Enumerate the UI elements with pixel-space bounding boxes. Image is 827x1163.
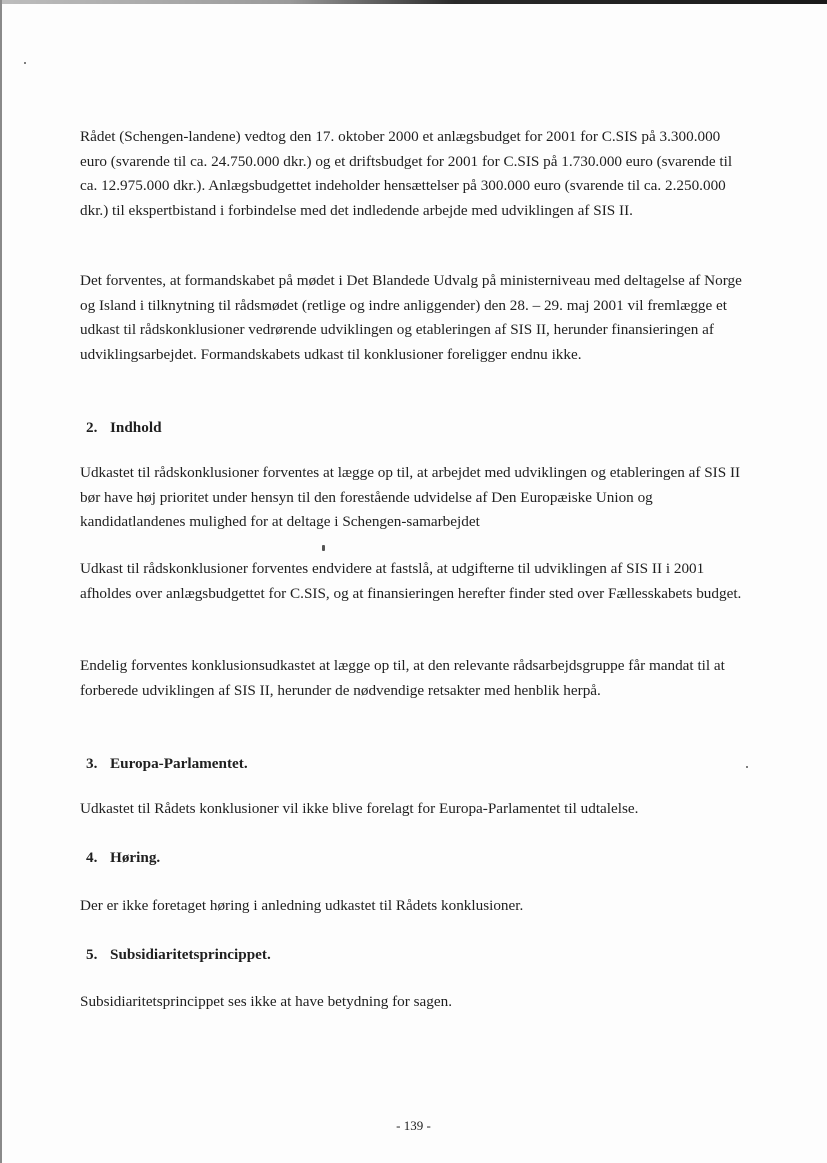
page-number: - 139 - — [396, 1118, 431, 1133]
heading-number: 2. — [86, 419, 98, 436]
paragraph-udgifter — [80, 557, 750, 606]
paragraph-text: Endelig forventes konklusionsudkastet at lægge op til, at den relevante rådsarbejdsgruppe får mandat til at forberede udviklingen af SIS II, herunder de nødvendige retsakter med henblik herpå. — [80, 657, 725, 699]
scan-speck — [322, 545, 325, 551]
heading-title: Indhold — [110, 419, 162, 436]
heading-title: Høring. — [110, 849, 161, 866]
scan-edge-left — [0, 0, 2, 1163]
paragraph-text: Udkast til rådskonklusioner forventes endvidere at fastslå, at udgifterne til udviklingen af SIS II i 2001 afholdes over anlægsbudgettet for C.SIS, og at finansieringen herefter finder sted over Fællesskabets budget. — [80, 560, 742, 602]
paragraph-mandat — [80, 654, 750, 703]
scan-speck — [24, 62, 26, 64]
scan-edge-top — [0, 0, 827, 4]
scan-speck — [746, 766, 748, 768]
paragraph-subsidiaritet — [80, 990, 750, 1015]
heading-europa-parlamentet — [86, 754, 248, 774]
heading-title: Europa-Parlamentet. — [110, 755, 248, 772]
paragraph-text: Subsidiaritetsprincippet ses ikke at have betydning for sagen. — [80, 993, 453, 1010]
paragraph-text: Der er ikke foretaget høring i anledning udkastet til Rådets konklusioner. — [80, 897, 524, 914]
paragraph-prioritet — [80, 461, 750, 535]
heading-title: Subsidiaritetsprincippet. — [110, 946, 271, 963]
heading-number: 5. — [86, 946, 98, 963]
heading-number: 3. — [86, 755, 98, 772]
heading-horing — [86, 848, 160, 868]
paragraph-text: Det forventes, at formandskabet på mødet i Det Blandede Udvalg på ministerniveau med deltagelse af Norge og Island i tilknytning til rådsmødet (retlige og indre anliggender) den 28. – 29. maj 2001 vil fremlægge et udkast til rådskonklusioner vedrørende udviklingen og etableringen af SIS II, herunder finansieringen af udviklingsarbejdet. Formandskabets udkast til konklusioner foreligger endnu ikke. — [80, 272, 742, 363]
paragraph-text: Udkastet til Rådets konklusioner vil ikke blive forelagt for Europa-Parlamentet til udtalelse. — [80, 800, 639, 817]
paragraph-budget — [80, 125, 750, 223]
heading-number: 4. — [86, 849, 98, 866]
paragraph-horing — [80, 894, 750, 919]
heading-indhold — [86, 418, 162, 438]
paragraph-text: Udkastet til rådskonklusioner forventes at lægge op til, at arbejdet med udviklingen og etableringen af SIS II bør have høj prioritet under hensyn til den forestående udvidelse af Den Europæiske Union og kandidatlandenes mulighed for at deltage i Schengen-samarbejdet — [80, 464, 741, 530]
paragraph-text: Rådet (Schengen-landene) vedtog den 17. oktober 2000 et anlægsbudget for 2001 for C.SIS på 3.300.000 euro (svarende til ca. 24.750.000 dkr.) og et driftsbudget for 2001 for C.SIS på 1.730.000 euro (svarende til ca. 12.975.000 dkr.). Anlægsbudgettet indeholder hensættelser på 300.000 euro (svarende til ca. 2.250.000 dkr.) til ekspertbistand i forbindelse med det indledende arbejde med udviklingen af SIS II. — [80, 128, 733, 219]
heading-subsidiaritet — [86, 945, 271, 965]
paragraph-udtalelse — [80, 797, 750, 822]
paragraph-formandskab — [80, 269, 750, 367]
